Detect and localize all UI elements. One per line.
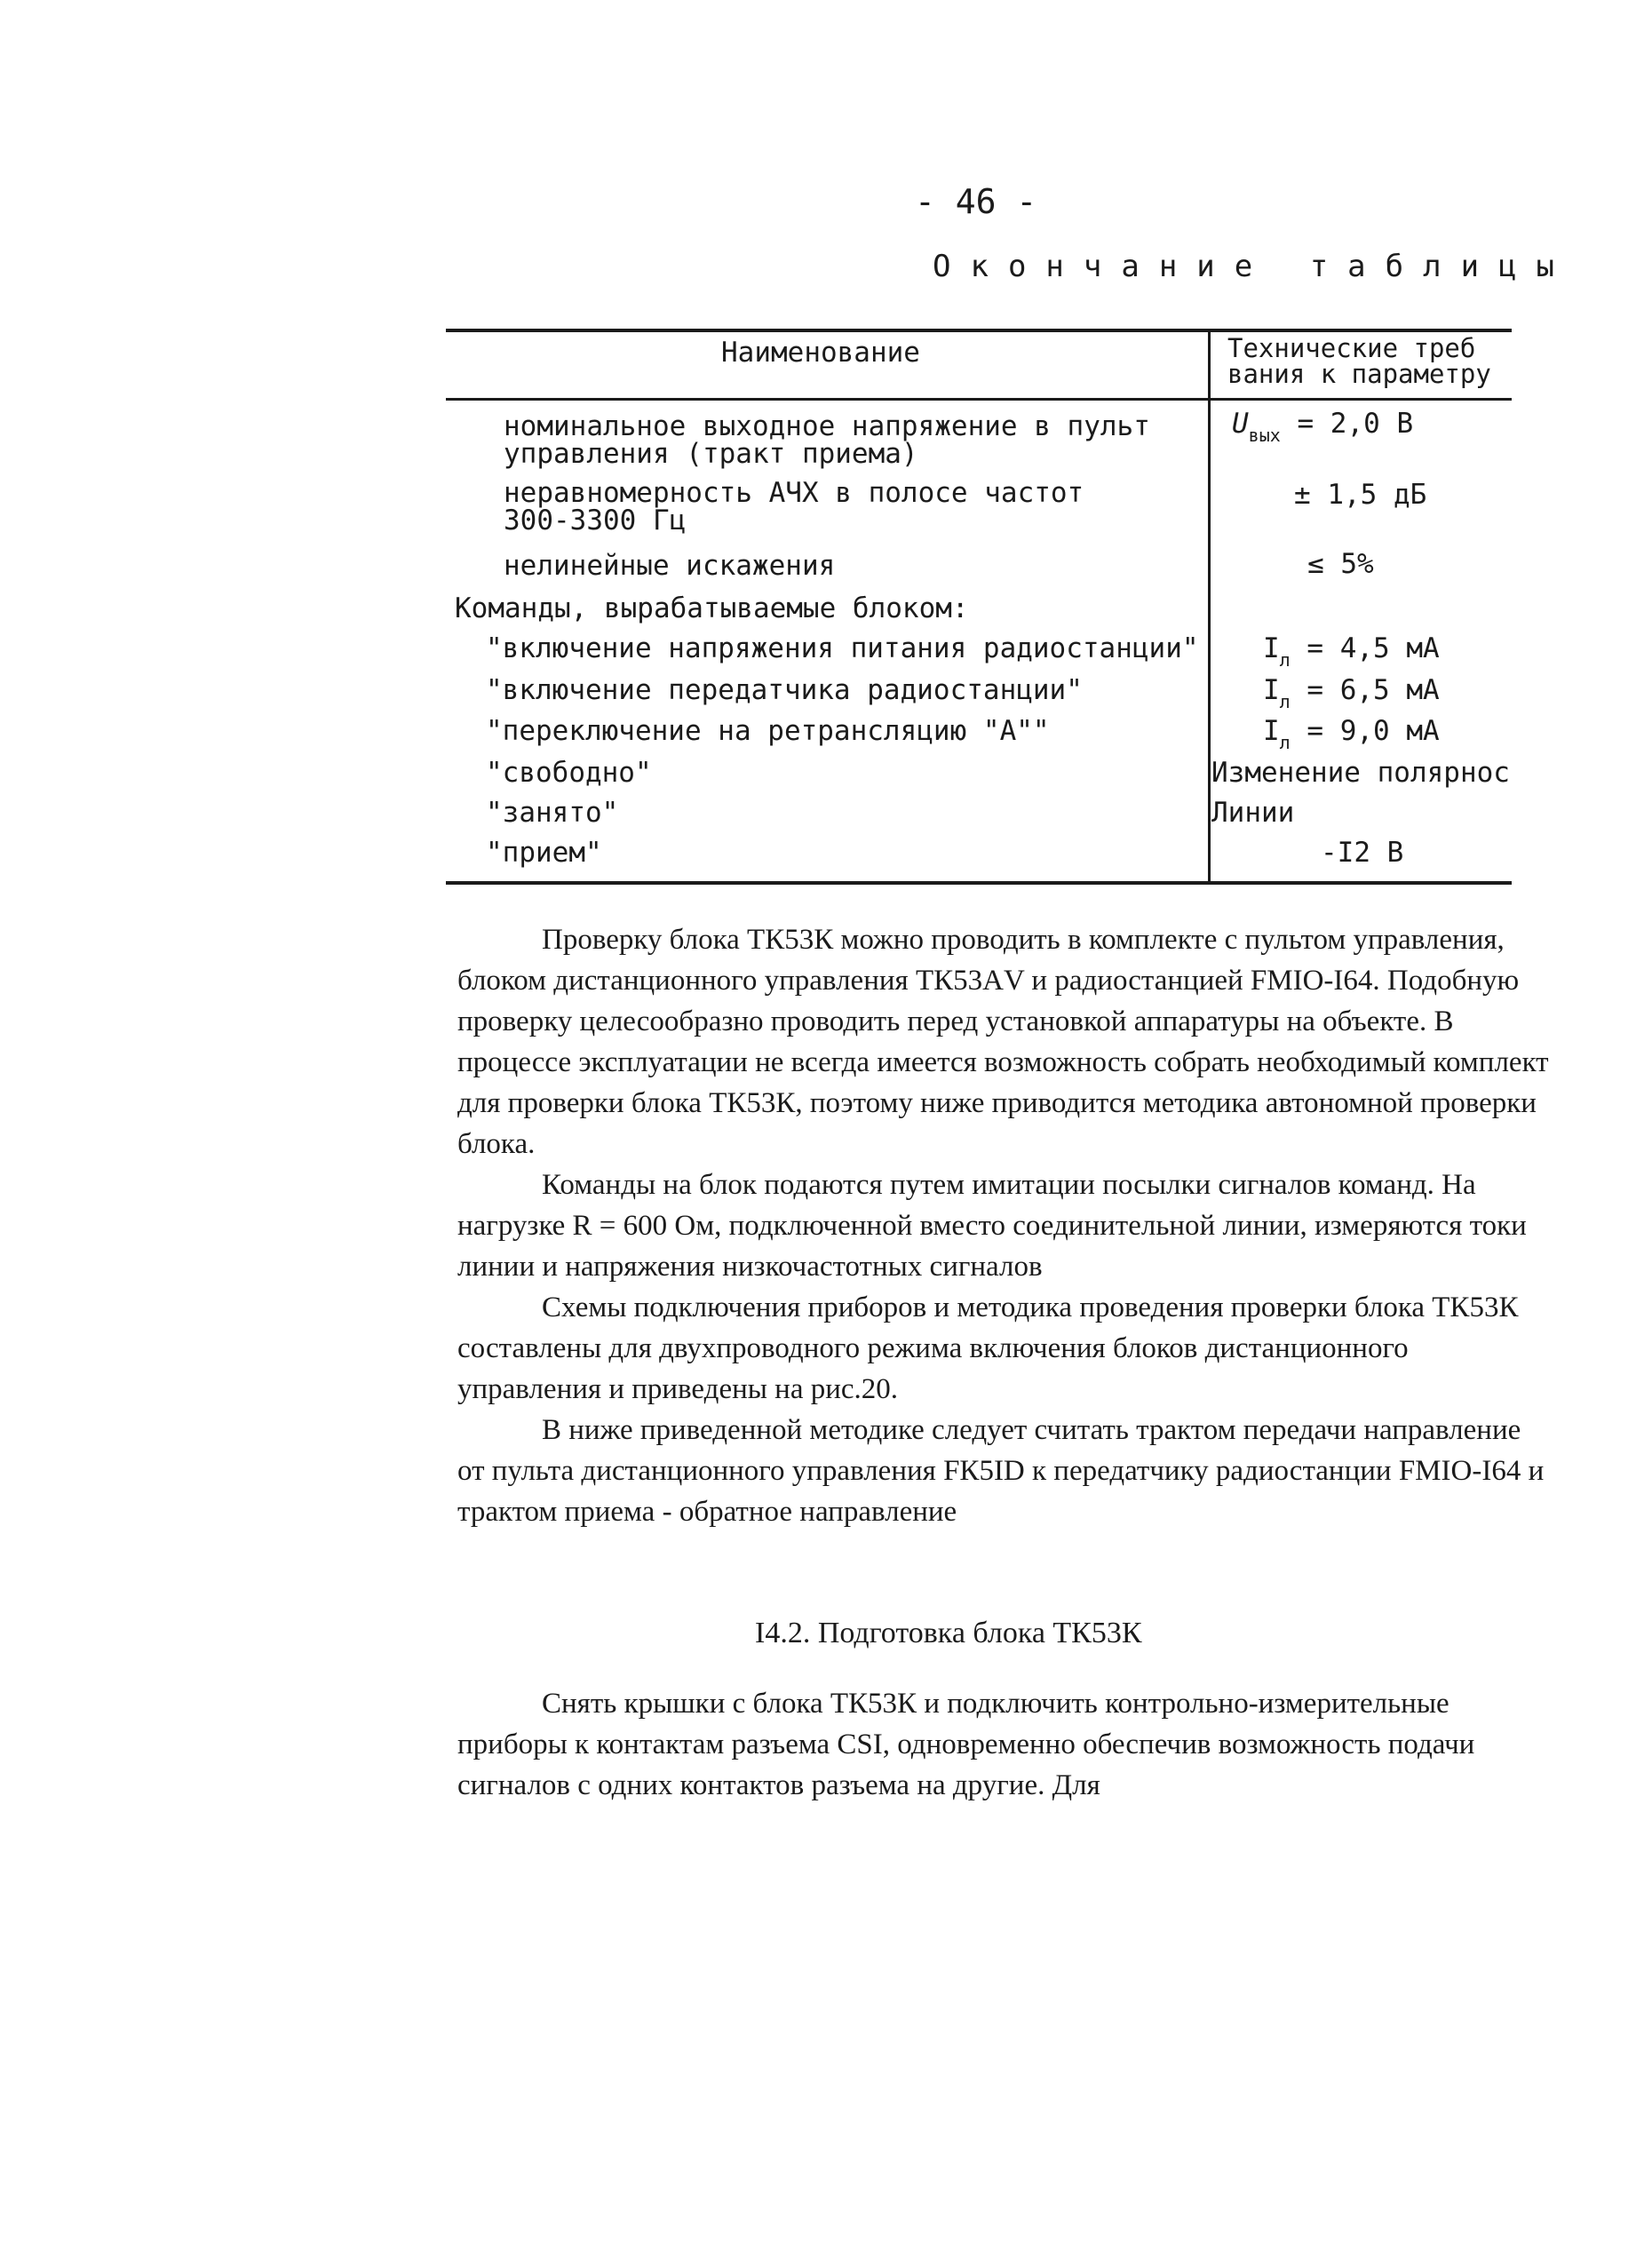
- table-row-name: "занято": [486, 797, 619, 829]
- table-column-divider: [1208, 329, 1211, 885]
- table-row-value: ± 1,5 дБ: [1294, 479, 1427, 511]
- paragraph: Снять крышки с блока ТК53К и подключить контрольно-измерительные приборы к контактам разъема СSI, одновременно обеспечив возможность подачи сигналов с одних контактов разъема на другие. Для: [457, 1688, 1475, 1801]
- table-row-name: нелинейные искажения: [504, 550, 836, 582]
- table-row-value: Изменение полярнос: [1211, 757, 1510, 789]
- paragraph: В ниже приведенной методике следует считать трактом передачи направление от пульта дистанционного управления FК5ID к передатчику радиостанции FМIО-I64 и трактом приема - обратное направление: [457, 1414, 1545, 1528]
- paragraph: Проверку блока ТК53К можно проводить в комплекте с пультом управления, блоком дистанционного управления ТК53АV и радиостанцией FМIО-I64. Подобную проверку целесообразно проводить перед установкой аппаратуры на объекте. В процессе эксплуатации не всегда имеется возможность собрать необходимый комплект для проверки блока ТК53К, поэтому ниже приводится методика автономной проверки блока.: [457, 924, 1549, 1160]
- column-header-name: Наименование: [721, 337, 920, 369]
- table-bottom-rule: [446, 881, 1512, 885]
- table-row-value: $I_л = 6,5$ мА: [1263, 674, 1440, 712]
- column-header-requirements: [1227, 333, 1491, 389]
- table-row-name: номинальное выходное напряжение в пульт управления (тракт приема): [504, 410, 1150, 470]
- table-row-name: "включение напряжения питания радиостанции": [486, 632, 1199, 664]
- table-header-rule: [446, 398, 1512, 401]
- page-number: - 46 -: [915, 182, 1037, 221]
- table-row-name: "включение передатчика радиостанции": [486, 674, 1083, 706]
- table-row-name: "свободно": [486, 757, 652, 789]
- table-row-value: $I_л = 9,0$ мА: [1263, 715, 1440, 753]
- table-row-name: "прием": [486, 837, 602, 869]
- parameters-table: [446, 329, 1512, 886]
- section-heading: I4.2. Подготовка блока ТК53К: [755, 1617, 1142, 1649]
- column-header-requirements-line2: вания к параметру: [1227, 359, 1491, 389]
- table-row-name: неравномерность АЧХ в полосе частот 300-3300 Гц: [504, 477, 1084, 536]
- table-row-value: Линии: [1211, 797, 1295, 829]
- paragraph: Команды на блок подаются путем имитации посылки сигналов команд. На нагрузке R = 600 Ом, подключенной вместо соединительной линии, измеряются токи линии и напряжения низкочастотных сигналов: [457, 1169, 1527, 1283]
- table-row-value: -I2 В: [1321, 837, 1404, 869]
- table-row-name: "переключение на ретрансляцию "А"": [486, 715, 1050, 747]
- table-row-value: $I_л = 4,5$ мА: [1263, 632, 1440, 671]
- table-caption: Окончание таблицы: [933, 249, 1574, 284]
- paragraph: Схемы подключения приборов и методика проведения проверки блока ТК53К составлены для двухпроводного режима включения блоков дистанционного управления и приведены на рис.20.: [457, 1291, 1519, 1405]
- body-text: [457, 919, 1554, 1532]
- body-text-section: [457, 1683, 1554, 1806]
- table-row-value: $U_{вых} = 2,0$ В: [1232, 408, 1414, 446]
- table-row-value: ≤ 5%: [1307, 548, 1374, 580]
- table-top-rule: [446, 329, 1512, 332]
- table-row-name: Команды, вырабатываемые блоком:: [455, 592, 969, 624]
- column-header-requirements-line1: Технические треб: [1227, 333, 1476, 363]
